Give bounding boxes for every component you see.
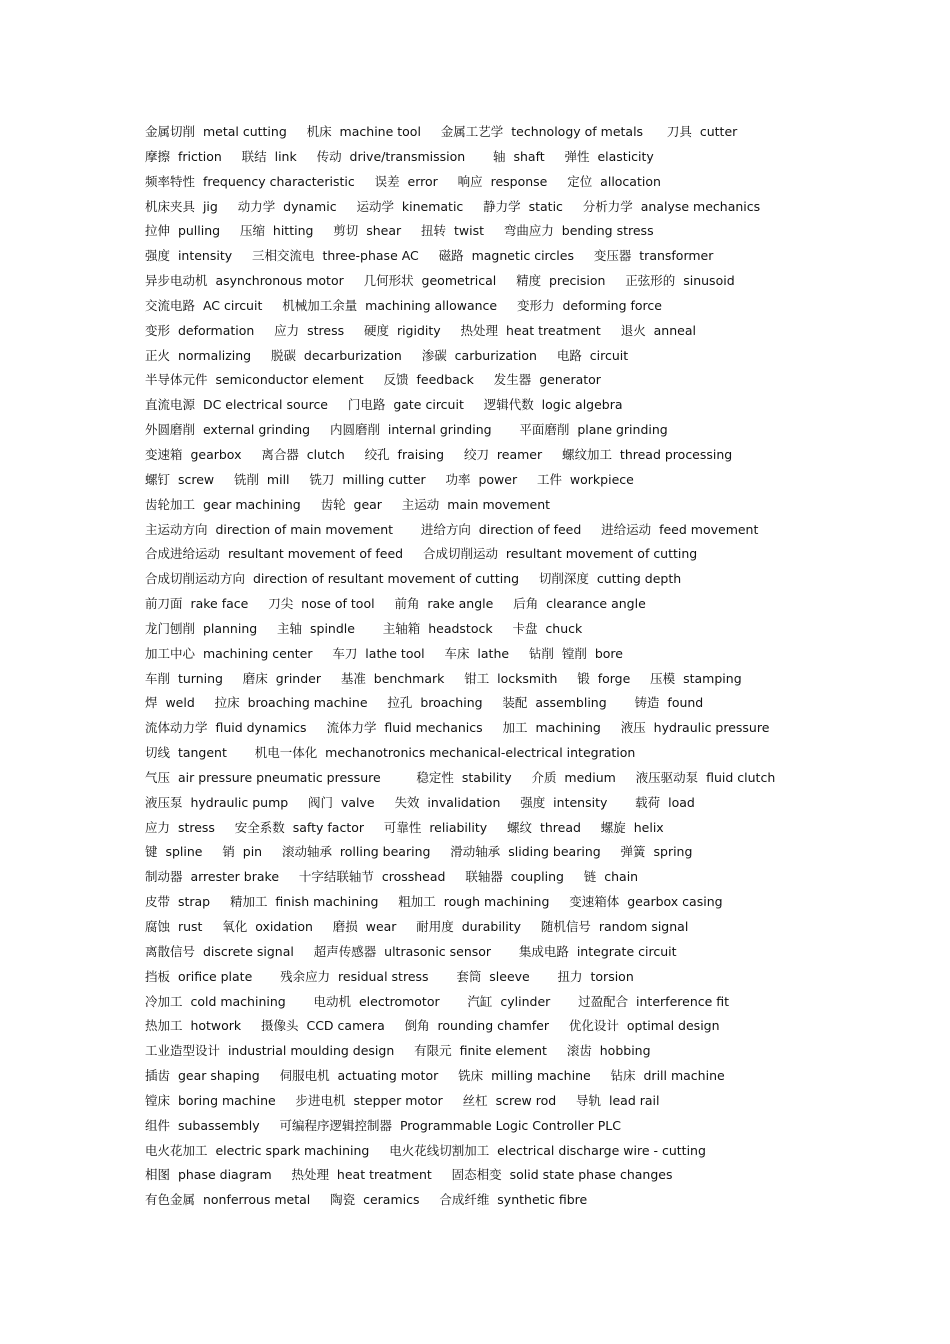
glossary-line-7: 异步电动机 asynchronous motor 几何形状 geometrical 精度 precision 正弦形的 sinusoid [145,273,735,289]
glossary-page [145,120,925,1213]
glossary-line-32: 皮带 strap 精加工 finish machining 粗加工 rough machining 变速箱体 gearbox casing [145,894,723,910]
glossary-line-43: 相图 phase diagram 热处理 heat treatment 固态相变 solid state phase changes [145,1167,673,1183]
glossary-line-33: 腐蚀 rust 氧化 oxidation 磨损 wear 耐用度 durability 随机信号 random signal [145,919,689,934]
glossary-line-21: 龙门刨削 planning 主轴 spindle 主轴箱 headstock 卡盘 chuck [145,620,583,636]
glossary-line-44: 有色金属 nonferrous metal 陶瓷 ceramics 合成纤维 synthetic fibre [145,1192,588,1208]
glossary-line-30: 键 spline 销 pin 滚动轴承 rolling bearing 滑动轴承 sliding bearing 弹簧 spring [145,844,693,860]
glossary-line-42: 电火花加工 electric spark machining 电火花线切割加工 electrical discharge wire - cutting [145,1142,706,1158]
glossary-line-27: 气压 air pressure pneumatic pressure 稳定性 stability 介质 medium 液压驱动泵 fluid clutch [145,769,776,785]
glossary-line-3: 频率特性 frequency characteristic 误差 error 响应 response 定位 allocation [145,173,661,189]
glossary-line-13: 外圆磨削 external grinding 内圆磨削 internal grinding 平面磨削 plane grinding [145,422,668,438]
glossary-line-18: 合成进给运动 resultant movement of feed 合成切削运动 resultant movement of cutting [145,546,698,562]
glossary-line-8: 交流电路 AC circuit 机械加工余量 machining allowance 变形力 deforming force [145,297,662,313]
glossary-line-22: 加工中心 machining center 车刀 lathe tool 车床 lathe 钻削 镗削 bore [145,645,623,661]
glossary-line-31: 制动器 arrester brake 十字结联轴节 crosshead 联轴器 coupling 链 chain [145,869,639,885]
glossary-line-39: 插齿 gear shaping 伺服电机 actuating motor 铣床 milling machine 钻床 drill machine [145,1068,725,1084]
glossary-line-5: 拉伸 pulling 压缩 hitting 剪切 shear 扭转 twist 弯曲应力 bending stress [145,223,654,239]
glossary-line-4: 机床夹具 jig 动力学 dynamic 运动学 kinematic 静力学 static 分析力学 analyse mechanics [145,198,761,214]
glossary-line-16: 齿轮加工 gear machining 齿轮 gear 主运动 main movement [145,496,551,512]
glossary-line-34: 离散信号 discrete signal 超声传感器 ultrasonic sensor 集成电路 integrate circuit [145,943,677,959]
glossary-line-14: 变速箱 gearbox 离合器 clutch 绞孔 fraising 绞刀 reamer 螺纹加工 thread processing [145,446,733,462]
glossary-line-36: 冷加工 cold machining 电动机 electromotor 汽缸 cylinder 过盈配合 interference fit [145,993,730,1009]
glossary-line-29: 应力 stress 安全系数 safty factor 可靠性 reliability 螺纹 thread 螺旋 helix [145,819,664,835]
glossary-line-20: 前刀面 rake face 刀尖 nose of tool 前角 rake angle 后角 clearance angle [145,596,646,612]
glossary-line-24: 焊 weld 拉床 broaching machine 拉孔 broaching 装配 assembling 铸造 found [145,695,704,711]
glossary-line-25: 流体动力学 fluid dynamics 流体力学 fluid mechanics 加工 machining 液压 hydraulic pressure [145,720,770,736]
glossary-line-10: 正火 normalizing 脱碳 decarburization 渗碳 carburization 电路 circuit [145,347,629,363]
glossary-line-38: 工业造型设计 industrial moulding design 有限元 finite element 滚齿 hobbing [145,1043,651,1059]
glossary-line-28: 液压泵 hydraulic pump 阀门 valve 失效 invalidation 强度 intensity 载荷 load [145,794,695,810]
glossary-line-11: 半导体元件 semiconductor element 反馈 feedback 发生器 generator [145,372,601,388]
glossary-line-15: 螺钉 screw 铣削 mill 铣刀 milling cutter 功率 power 工件 workpiece [145,471,634,487]
glossary-line-26: 切线 tangent 机电一体化 mechanotronics mechanical-electrical integration [145,745,636,761]
glossary-line-2: 摩擦 friction 联结 link 传动 drive/transmission 轴 shaft 弹性 elasticity [145,148,654,164]
glossary-line-41: 组件 subassembly 可编程序逻辑控制器 Programmable Logic Controller PLC [145,1117,621,1133]
glossary-line-9: 变形 deformation 应力 stress 硬度 rigidity 热处理 heat treatment 退火 anneal [145,322,696,338]
glossary-line-1: 金属切削 metal cutting 机床 machine tool 金属工艺学 technology of metals 刀具 cutter [145,124,738,139]
glossary-line-40: 镗床 boring machine 步进电机 stepper motor 丝杠 screw rod 导轨 lead rail [145,1092,660,1108]
glossary-line-19: 合成切削运动方向 direction of resultant movement of cutting 切削深度 cutting depth [145,571,682,587]
glossary-line-37: 热加工 hotwork 摄像头 CCD camera 倒角 rounding chamfer 优化设计 optimal design [145,1018,720,1034]
glossary-line-23: 车削 turning 磨床 grinder 基准 benchmark 钳工 locksmith 锻 forge 压模 stamping [145,670,742,686]
glossary-line-6: 强度 intensity 三相交流电 three-phase AC 磁路 magnetic circles 变压器 transformer [145,248,714,264]
glossary-line-17: 主运动方向 direction of main movement 进给方向 direction of feed 进给运动 feed movement [145,521,759,537]
glossary-line-12: 直流电源 DC electrical source 门电路 gate circuit 逻辑代数 logic algebra [145,397,623,413]
glossary-line-35: 挡板 orifice plate 残余应力 residual stress 套筒 sleeve 扭力 torsion [145,968,634,984]
